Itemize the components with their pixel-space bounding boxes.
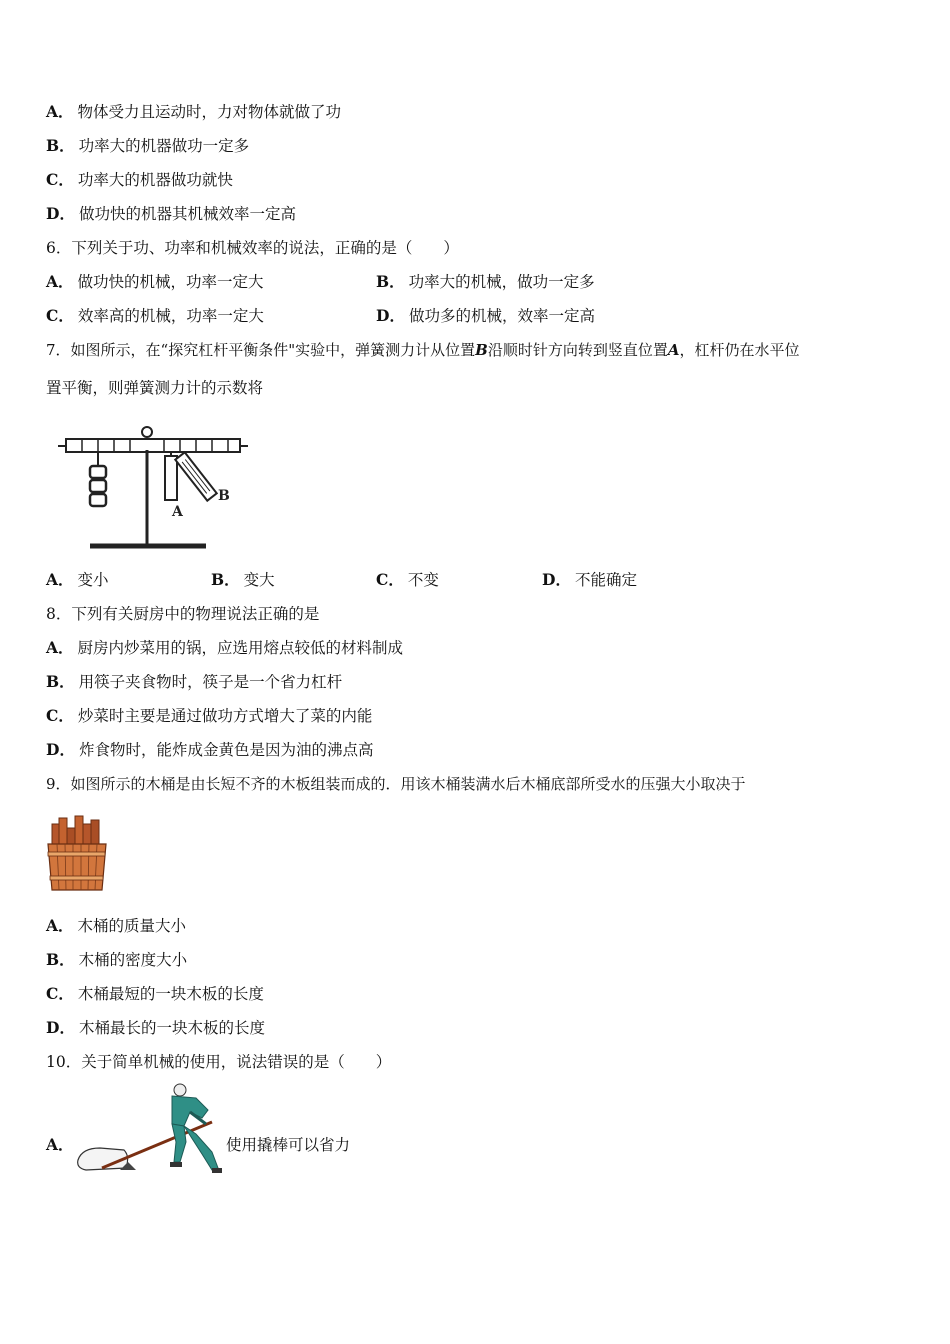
q5-option-c: C． 功率大的机器做功就快 — [46, 170, 233, 189]
q5-option-a: A． 物体受力且运动时，力对物体就做了功 — [46, 102, 342, 121]
lever-figure — [54, 422, 254, 552]
q9-option-b: B． 木桶的密度大小 — [46, 950, 188, 969]
q9-stem: 9．如图所示的木桶是由长短不齐的木板组装而成的．用该木桶装满水后木桶底部所受水的压强大小取决于 — [46, 775, 746, 793]
q8-option-b: B． 用筷子夹食物时，筷子是一个省力杠杆 — [46, 672, 343, 691]
q7-option-a: A． 变小 — [46, 570, 109, 589]
bucket-body — [48, 844, 106, 890]
q10-option-a-text: 使用撬棒可以省力 — [226, 1136, 351, 1154]
q6-option-d: D． 做功多的机械，效率一定高 — [376, 306, 595, 325]
weight-2 — [90, 480, 106, 492]
q6-stem: 6．下列关于功、功率和机械效率的说法，正确的是（ ） — [46, 239, 459, 257]
q7-stem-line1: 7．如图所示，在“探究杠杆平衡条件"实验中，弹簧测力计从位置B沿顺时针方向转到竖直位置A，杠杆仍在水平位 — [46, 341, 800, 359]
q7-stem-line2: 置平衡，则弹簧测力计的示数将 — [46, 379, 264, 397]
q8-option-c: C． 炒菜时主要是通过做功方式增大了菜的内能 — [46, 706, 373, 725]
q9-option-c: C． 木桶最短的一块木板的长度 — [46, 984, 264, 1003]
spring-scale-b — [175, 452, 216, 500]
crowbar — [102, 1122, 212, 1168]
wooden-bucket-figure — [44, 814, 110, 896]
q8-option-d: D． 炸食物时，能炸成金黄色是因为油的沸点高 — [46, 740, 374, 759]
weight-1 — [90, 466, 106, 478]
bucket-hoop-bottom — [50, 876, 103, 880]
q7-option-b: B． 变大 — [211, 570, 275, 589]
bucket-hoop-top — [48, 852, 105, 856]
q9-option-d: D． 木桶最长的一块木板的长度 — [46, 1018, 265, 1037]
q7-option-c: C． 不变 — [376, 570, 439, 589]
lever-bar — [66, 439, 240, 452]
spring-scale-a — [165, 456, 177, 500]
q5-option-d: D． 做功快的机器其机械效率一定高 — [46, 204, 296, 223]
pivot-icon — [142, 427, 152, 437]
q8-option-a: A． 厨房内炒菜用的锅，应选用熔点较低的材料制成 — [46, 638, 404, 657]
q9-option-a: A． 木桶的质量大小 — [46, 916, 187, 935]
q6-option-a: A． 做功快的机械，功率一定大 — [46, 272, 264, 291]
q10-stem: 10．关于简单机械的使用，说法错误的是（ ） — [46, 1053, 392, 1071]
q8-stem: 8．下列有关厨房中的物理说法正确的是 — [46, 605, 320, 623]
q6-option-c: C． 效率高的机械，功率一定大 — [46, 306, 264, 325]
label-b: B — [218, 488, 230, 504]
weight-3 — [90, 494, 106, 506]
q10-option-a-letter: A． — [46, 1135, 74, 1154]
q6-option-b: B． 功率大的机械，做功一定多 — [376, 272, 595, 291]
crowbar-figure — [72, 1082, 224, 1182]
q5-option-b: B． 功率大的机器做功一定多 — [46, 136, 250, 155]
label-a: A — [172, 504, 183, 520]
q7-option-d: D． 不能确定 — [542, 570, 637, 589]
